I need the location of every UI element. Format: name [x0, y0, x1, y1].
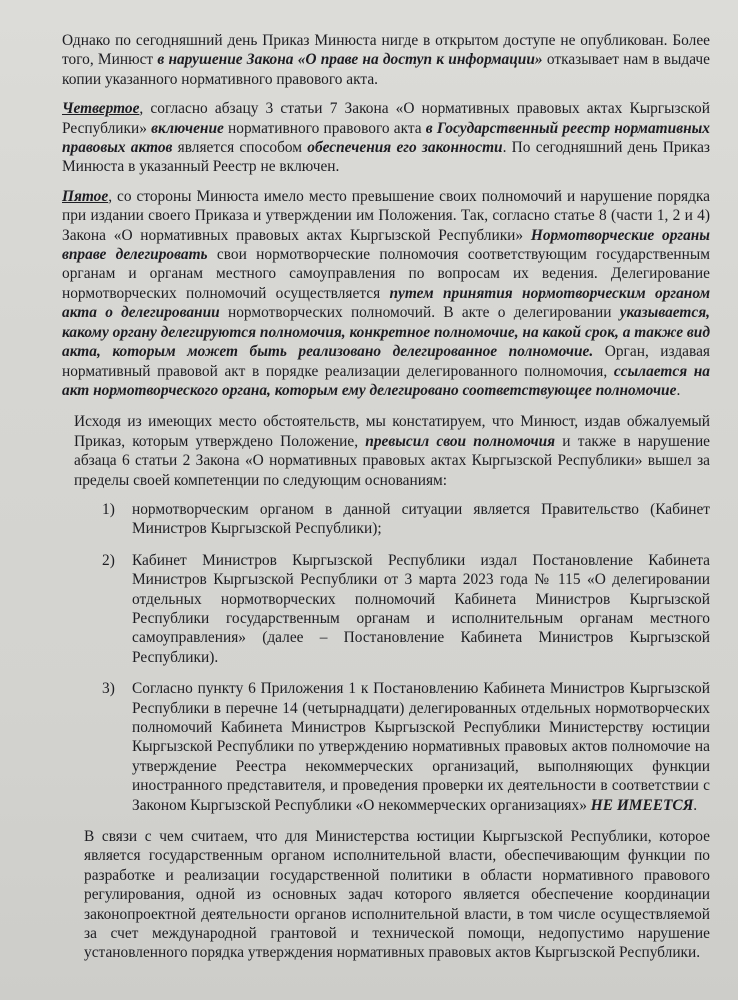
emphasis: в Государственный реестр нормативных правовых актов	[62, 119, 710, 157]
emphasis: Нормотворческие органы вправе делегировать	[62, 226, 710, 264]
grounds-list	[62, 500, 710, 815]
emphasis: обеспечения его законности	[307, 139, 503, 157]
list-item	[102, 500, 710, 539]
section-heading: Пятое	[62, 187, 109, 205]
text: является способом	[172, 139, 308, 157]
emphasis: указывается, какому органу делегируются полномочия, конкретное полномочие, на какой срок, а также вид акта, которым может быть реализовано делегированное полномочие.	[62, 304, 710, 361]
list-number: 2)	[102, 551, 115, 569]
emphasis: путем принятия нормотворческим органом акта о делегировании	[62, 284, 710, 322]
text: , со стороны Минюста имело место превышение своих полномочий и нарушение порядка при издании своего Приказа и утверждении им Положения. Так, согласно статье 8 (части 1, 2 и 4) Закона «О нормативных правовых актах Кыргызской Республики»	[62, 187, 710, 244]
emphasis: превысил свои полномочия	[365, 432, 556, 450]
text: Однако по сегодняшний день Приказ Минюста нигде в открытом доступе не опубликован. Более того, Минюст	[62, 32, 710, 69]
list-item	[102, 679, 710, 815]
text: нормотворческих полномочий. В акте о делегировании	[219, 304, 620, 322]
list-number: 3)	[102, 680, 115, 698]
text: В связи с чем считаем, что для Министерства юстиции Кыргызской Республики, которое является государственным органом исполнительной власти, обеспечивающим функции по разработке и реализации государственной политики в области нормативного правового регулирования, одной из основных задач которого является обеспечение координации законопроектной деятельности органов исполнительной власти, в том числе осуществляемой за счет международной грантовой и технической помощи, недопустимо нарушение установленного порядка утверждения нормативных правовых актов Кыргызской Республики.	[84, 828, 710, 962]
list-text: Кабинет Министров Кыргызской Республики издал Постановление Кабинета Министров Кыргызской Республики от 3 марта 2023 года № 115 «О делегировании отдельных нормотворческих полномочий Кабинета Министров Кыргызской Республики государственным органам и исполнительным органам местного самоуправления» (далее – Постановление Кабинета Министров Кыргызской Республики).	[132, 551, 710, 666]
emphasis: НЕ ИМЕЕТСЯ	[590, 796, 694, 814]
text: Орган, издавая нормативный правовой акт в порядке реализации делегированного полномочия,	[62, 343, 710, 380]
list-item	[102, 551, 710, 667]
list-text: нормотворческим органом в данной ситуации является Правительство (Кабинет Министров Кыргызской Республики);	[132, 500, 710, 538]
list-number: 1)	[102, 500, 115, 518]
emphasis: ссылается на акт нормотворческого органа, которым ему делегировано соответствующее полномочие	[62, 362, 710, 399]
list-text: .	[693, 796, 698, 814]
section-heading: Четвертое	[62, 100, 140, 118]
text: , согласно абзацу 3 статьи 7 Закона «О нормативных правовых актах Кыргызской Республики»	[62, 100, 710, 137]
text: свои нормотворческие полномочия соответствующим государственным органам и органам местного самоуправления по вопросам их ведения. Делегирование нормотворческих полномочий осуществляется	[62, 246, 710, 302]
text: нормативного правового акта	[223, 119, 426, 137]
paragraph-final	[62, 827, 710, 963]
paragraph-fifth	[62, 187, 710, 400]
paragraph-conclusion	[62, 412, 710, 490]
emphasis: в нарушение Закона «О праве на доступ к информации»	[157, 51, 543, 69]
emphasis: включение	[151, 119, 224, 137]
list-text: Согласно пункту 6 Приложения 1 к Постановлению Кабинета Министров Кыргызской Республики в перечне 14 (четырнадцати) делегированных отдельных нормотворческих полномочий Кабинета Министров Кыргызской Республики Министерству юстиции Кыргызской Республики по утверждению нормативных правовых актов полномочие на утверждение Реестра некоммерческих организаций, выполняющих функции иностранного представителя, и проведения проверки их деятельности в соответствии с Законом Кыргызской Республики «О некоммерческих организациях»	[132, 680, 710, 814]
paragraph-1	[62, 31, 710, 89]
text: . По сегодняшний день Приказ Минюста в указанный Реестр не включен.	[62, 139, 710, 176]
text: отказывает нам в выдаче копии указанного нормативного правового акта.	[62, 51, 710, 88]
text: .	[676, 381, 681, 399]
paragraph-fourth	[62, 99, 710, 177]
text: и также в нарушение абзаца 6 статьи 2 Закона «О нормативных правовых актах Кыргызской Республики» вышел за пределы своей компетенции по следующим основаниям:	[74, 432, 711, 489]
text: Исходя из имеющих место обстоятельств, мы констатируем, что Минюст, издав обжалуемый Приказ, которым утверждено Положение,	[74, 413, 710, 450]
